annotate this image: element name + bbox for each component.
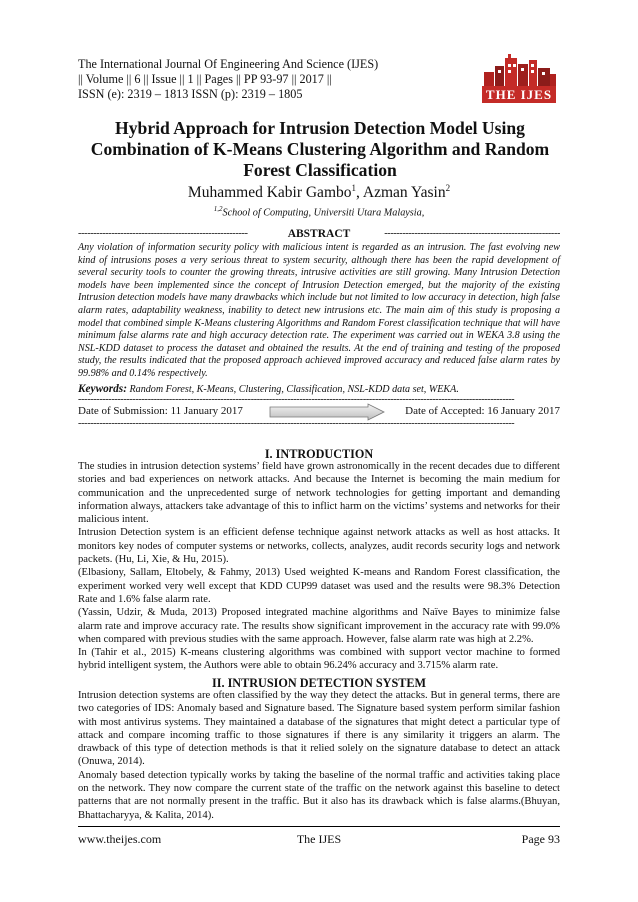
author-1-sup: 1 — [351, 183, 356, 193]
section-1-paragraph: (Elbasiony, Sallam, Eltobely, & Fahmy, 2013) Used weighted K-means and Random Forest classification, the experiment worked very well except that KDD CUP99 dataset was used and the results were 98.3% Detection Rate and 1.6% false alarm rate. — [78, 567, 560, 605]
journal-logo — [478, 52, 560, 104]
section-2-paragraph: Anomaly based detection typically works by taking the baseline of the normal traffic and activities taking place on the network. They now compare the current state of the traffic on the network against this baseline to detect patterns that are not normally present in the traffic. But it also has its drawback which is false alarms.(Bhuyan, Bhattacharyya, & Kalita, 2014). — [78, 769, 560, 821]
footer-rule — [78, 826, 560, 827]
section-2-paragraph: Intrusion detection systems are often classified by the way they detect the attacks. But in general terms, there are two categories of IDS: Anomaly based and Signature based. The Signature based system perform similar fashion with most antivirus systems. They maintained a database of the signatures that might detect a particular type of attack and compare incoming traffic to those signatures if there is any similarity it triggers an alarm. The drawback of this type of detection methods is that it relied solely on the signature database to detect an attack (Onuwa, 2014). — [78, 690, 560, 768]
section-1-paragraph: In (Tahir et al., 2015) K-means clustering algorithms was combined with support vector machine to formed hybrid intelligent system, the Authors were able to obtain 96.24% accuracy and 3.715% alarm rate. — [78, 647, 560, 672]
keywords-label: Keywords: — [78, 383, 127, 395]
logo-text: THE IJES — [485, 87, 553, 102]
section-1-paragraph: The studies in intrusion detection systems’ field have grown astronomically in the recent decades due to different stories and bad experiences on network attacks. And because the Internet is becoming the main medium for communication and the unprecedented surge of network technologies for getting important and demanding information always, attackers take advantage of this to inflict harm on the victims’ systems and networks for their malicious intent. — [78, 461, 560, 526]
paper-title — [70, 118, 570, 181]
divider-dashes-top: ------------------------------------------------------------------------------------------------------------------------------------------------ — [78, 394, 515, 405]
volume-info: || Volume || 6 || Issue || 1 || Pages || PP 93-97 || 2017 || — [78, 72, 332, 86]
title-line-1: Hybrid Approach for Intrusion Detection Model Using — [115, 118, 525, 138]
abstract-dash-right: ---------------------------------------------------------- — [384, 228, 560, 239]
author-2-sup: 2 — [445, 183, 451, 193]
author-2: Azman Yasin — [362, 184, 446, 202]
section-2-heading: II. INTRUSION DETECTION SYSTEM — [211, 676, 426, 690]
section-1-heading: I. INTRODUCTION — [264, 447, 374, 461]
abstract-heading: ABSTRACT — [287, 228, 351, 240]
abstract-heading-row — [78, 228, 560, 240]
journal-name: The International Journal Of Engineering And Science (IJES) — [78, 57, 379, 71]
title-line-2: Combination of K-Means Clustering Algorithm and Random — [90, 139, 550, 159]
issn-info: ISSN (e): 2319 – 1813 ISSN (p): 2319 – 1805 — [78, 87, 303, 101]
submission-date: Date of Submission: 11 January 2017 — [78, 405, 243, 417]
footer-journal: The IJES — [296, 832, 342, 846]
footer-page-number: Page 93 — [521, 832, 560, 846]
authors — [0, 183, 638, 202]
footer-website[interactable]: www.theijes.com — [78, 832, 162, 846]
author-separator: , — [356, 184, 363, 202]
section-1-paragraph: (Yassin, Udzir, & Muda, 2013) Proposed integrated machine algorithms and Naïve Bayes to minimize false alarm rate and improve accuracy rate. The results show significant improvement in the accuracy rate with 99.0% when compared with previous studies with the same approach. However, false alarm rate was high at 2.2%. — [78, 607, 560, 645]
affiliation-sup: 1,2 — [213, 205, 223, 213]
title-line-3: Forest Classification — [243, 160, 397, 180]
abstract-dash-left: -------------------------------------------------------- — [78, 228, 248, 239]
section-1-body — [78, 460, 560, 673]
abstract-text: Any violation of information security policy with malicious intent is regarded as an intrusion. The fast evolving new kind of intrusions poses a very serious threat to system security, although there has been the rapid development of several security tools to counter the growing threats, intrusive activities are still growing. Many Intrusion Detection models have been implemented since the concept of Intrusion Detection emerged, but the majority of the existing Intrusion detection models have many drawbacks which include but not limited to low accuracy in detection, high false alarm rates, adaptability weakness, inability to detect new intrusions etc. The main aim of this study is proposing a model that combined simple K-Means clustering Algorithms and Random Forest classification technique that will have minimum false alarms rate and high accuracy detection rate. The experiment was carried out in WEKA 3.8 using the NSL-KDD dataset to process the dataset and obtained the results. At the end of training and testing of the proposed study, the results indicated that the proposed approach achieved improved accuracy and reduced false alarm rates by 99.98% and 0.14% respectively. — [78, 242, 560, 379]
affiliation-text: School of Computing, Universiti Utara Malaysia, — [222, 207, 425, 219]
author-1: Muhammed Kabir Gambo — [187, 184, 352, 202]
section-2-body — [78, 689, 560, 822]
accepted-date: Date of Accepted: 16 January 2017 — [405, 405, 560, 417]
keywords-text: Random Forest, K-Means, Clustering, Classification, NSL-KDD data set, WEKA. — [129, 384, 459, 395]
affiliation — [0, 205, 638, 218]
divider-dashes-bottom: ------------------------------------------------------------------------------------------------------------------------------------------------ — [78, 418, 515, 429]
section-1-paragraph: Intrusion Detection system is an efficient defense technique against network attacks as well as host attacks. It monitors key nodes of computer systems or networks, collects, analyzes, audit records security logs and network packets. (Hu, Li, Xie, & Hu, 2015). — [78, 527, 560, 566]
